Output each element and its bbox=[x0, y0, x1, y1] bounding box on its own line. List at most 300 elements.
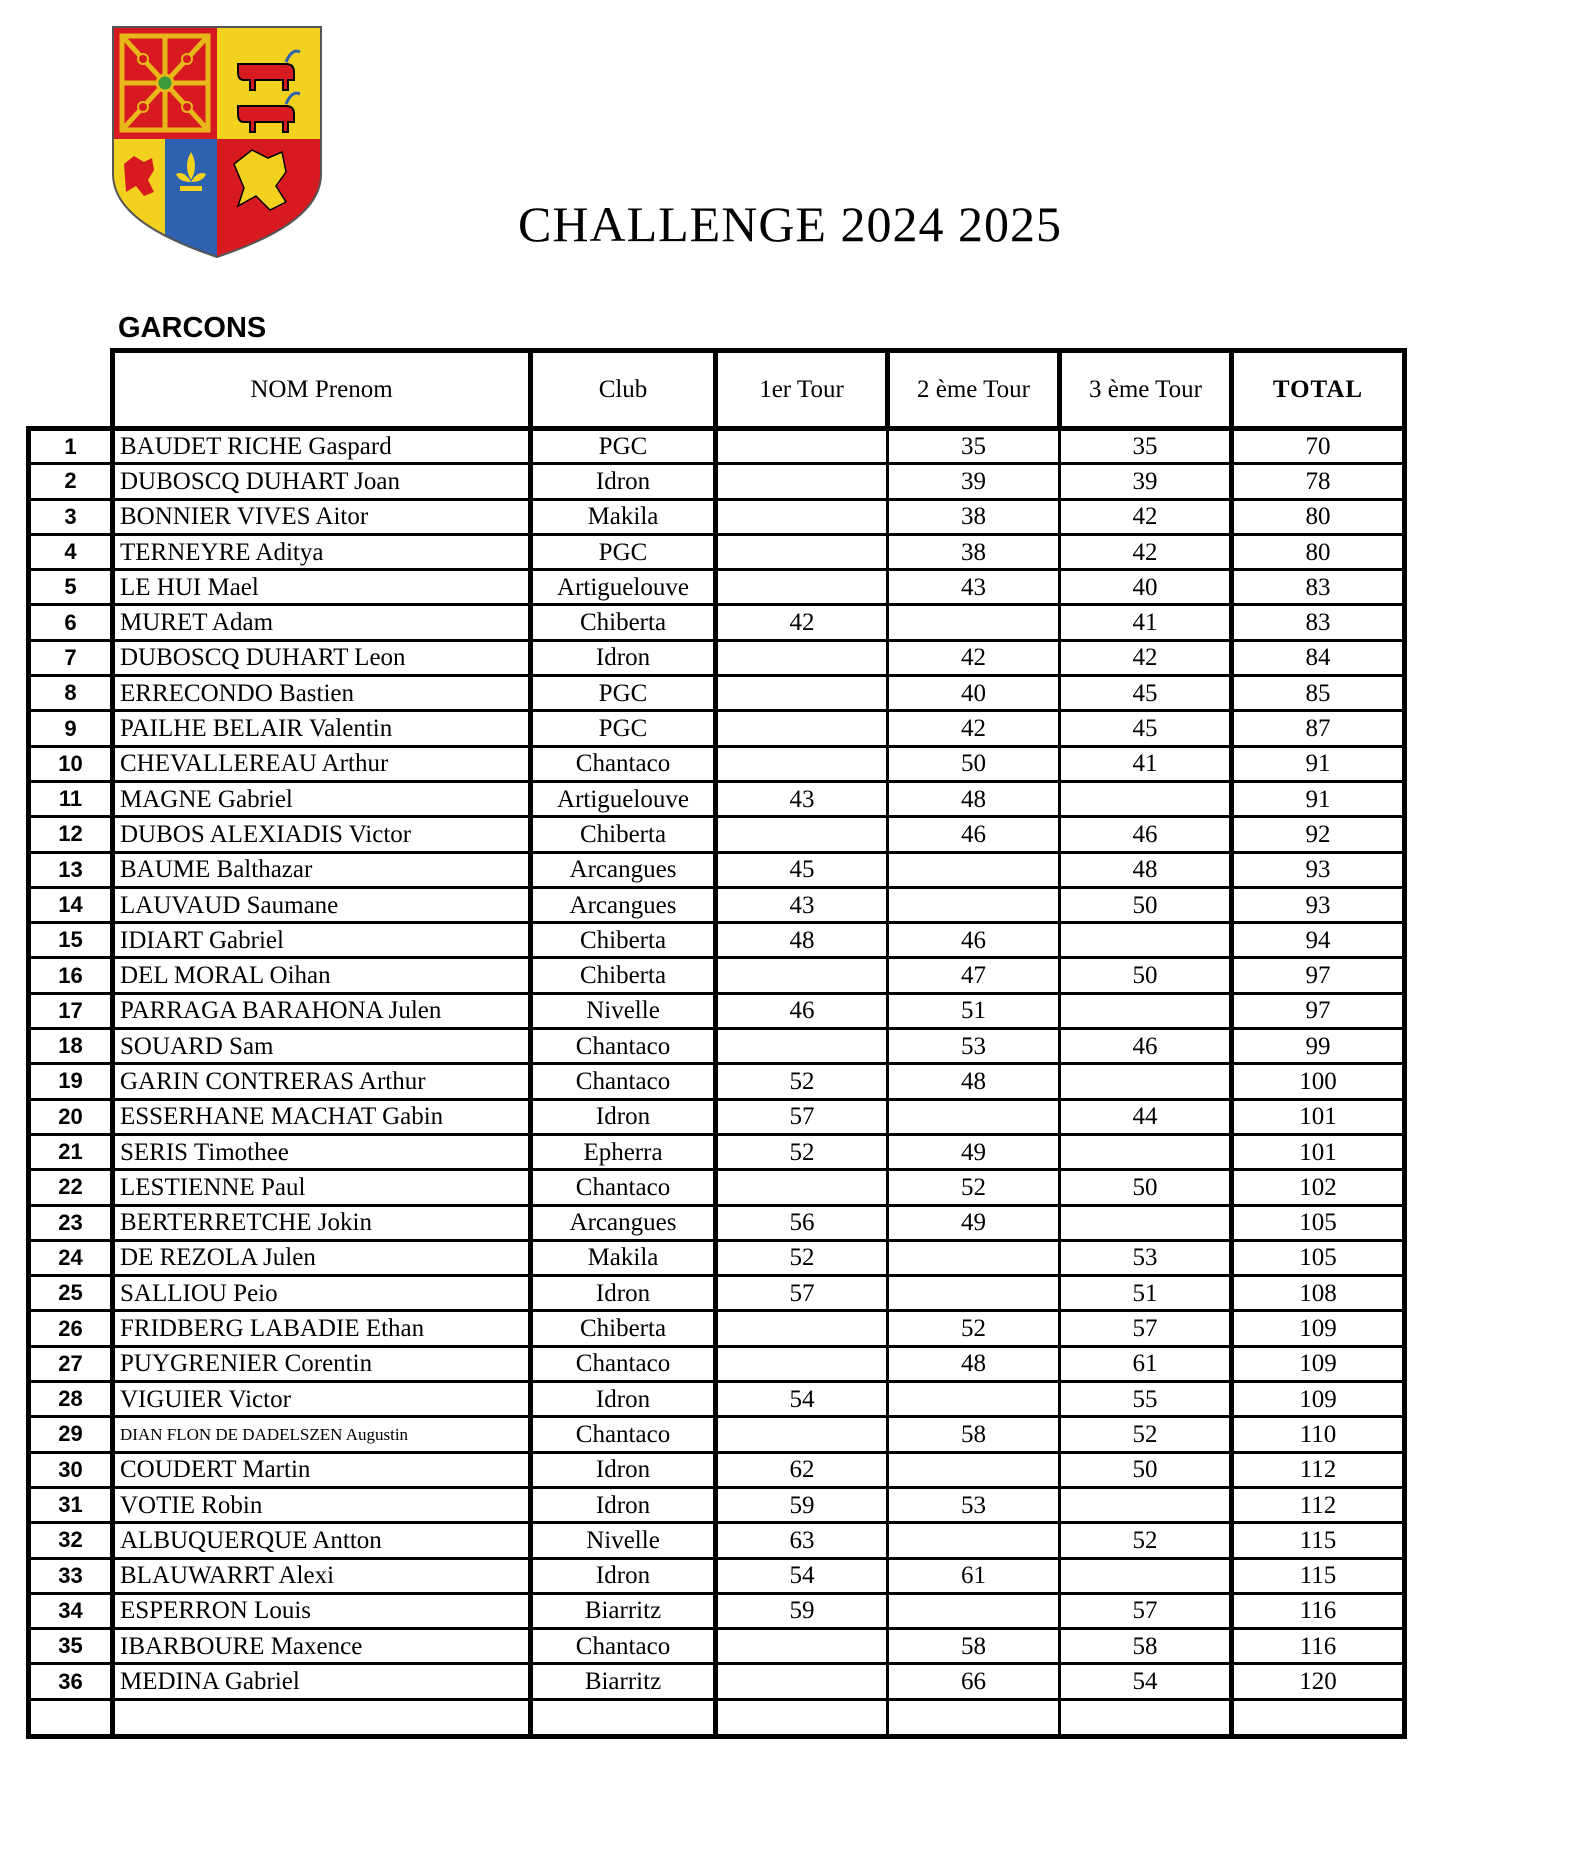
round-3-score: 57 bbox=[1060, 1593, 1232, 1628]
club-name: Nivelle bbox=[531, 993, 716, 1028]
round-1-score: 57 bbox=[716, 1099, 888, 1134]
round-2-score: 46 bbox=[888, 817, 1060, 852]
club-name: Idron bbox=[531, 1487, 716, 1522]
player-name: TERNEYRE Aditya bbox=[113, 534, 531, 569]
rank-cell: 11 bbox=[29, 781, 113, 816]
rank-cell: 31 bbox=[29, 1487, 113, 1522]
club-name: PGC bbox=[531, 711, 716, 746]
round-3-score: 40 bbox=[1060, 570, 1232, 605]
club-name: PGC bbox=[531, 429, 716, 464]
round-3-score: 42 bbox=[1060, 499, 1232, 534]
round-1-score: 57 bbox=[716, 1276, 888, 1311]
rank-cell: 21 bbox=[29, 1134, 113, 1169]
club-name: Nivelle bbox=[531, 1523, 716, 1558]
total-score: 84 bbox=[1232, 640, 1405, 675]
total-score: 105 bbox=[1232, 1205, 1405, 1240]
table-row bbox=[29, 711, 1405, 746]
round-1-score: 43 bbox=[716, 781, 888, 816]
rank-cell: 15 bbox=[29, 923, 113, 958]
rank-cell: 19 bbox=[29, 1064, 113, 1099]
club-name: Chiberta bbox=[531, 817, 716, 852]
player-name: ALBUQUERQUE Antton bbox=[113, 1523, 531, 1558]
rank-cell: 1 bbox=[29, 429, 113, 464]
total-score: 78 bbox=[1232, 464, 1405, 499]
rank-cell: 10 bbox=[29, 746, 113, 781]
total-score: 92 bbox=[1232, 817, 1405, 852]
club-name: Arcangues bbox=[531, 852, 716, 887]
round-3-score bbox=[1060, 993, 1232, 1028]
round-3-score bbox=[1060, 1064, 1232, 1099]
club-name: Idron bbox=[531, 1558, 716, 1593]
player-name: MAGNE Gabriel bbox=[113, 781, 531, 816]
total-score: 80 bbox=[1232, 534, 1405, 569]
page-title: CHALLENGE 2024 2025 bbox=[518, 196, 1062, 252]
club-name: Epherra bbox=[531, 1134, 716, 1169]
club-name: Makila bbox=[531, 499, 716, 534]
round-2-score: 48 bbox=[888, 1064, 1060, 1099]
round-2-score bbox=[888, 1523, 1060, 1558]
player-name: IBARBOURE Maxence bbox=[113, 1629, 531, 1664]
rank-cell: 5 bbox=[29, 570, 113, 605]
player-name: ESPERRON Louis bbox=[113, 1593, 531, 1628]
round-3-score: 50 bbox=[1060, 1452, 1232, 1487]
round-2-score: 42 bbox=[888, 711, 1060, 746]
round-2-score: 51 bbox=[888, 993, 1060, 1028]
results-table bbox=[26, 348, 1407, 1739]
rank-cell: 18 bbox=[29, 1029, 113, 1064]
round-1-score bbox=[716, 1664, 888, 1699]
table-row bbox=[29, 1382, 1405, 1417]
table-row bbox=[29, 1099, 1405, 1134]
total-score: 93 bbox=[1232, 887, 1405, 922]
player-name: LESTIENNE Paul bbox=[113, 1170, 531, 1205]
total-score: 93 bbox=[1232, 852, 1405, 887]
player-name: FRIDBERG LABADIE Ethan bbox=[113, 1311, 531, 1346]
player-name: DIAN FLON DE DADELSZEN Augustin bbox=[113, 1417, 531, 1452]
rank-cell: 16 bbox=[29, 958, 113, 993]
table-row bbox=[29, 1346, 1405, 1381]
round-3-score: 42 bbox=[1060, 640, 1232, 675]
player-name: DUBOSCQ DUHART Joan bbox=[113, 464, 531, 499]
club-name: Chantaco bbox=[531, 1029, 716, 1064]
rank-cell: 12 bbox=[29, 817, 113, 852]
round-1-score bbox=[716, 534, 888, 569]
round-1-score: 59 bbox=[716, 1487, 888, 1522]
player-name: SOUARD Sam bbox=[113, 1029, 531, 1064]
player-name: BONNIER VIVES Aitor bbox=[113, 499, 531, 534]
round-3-score bbox=[1060, 1205, 1232, 1240]
round-3-score: 50 bbox=[1060, 958, 1232, 993]
table-row bbox=[29, 1417, 1405, 1452]
round-1-score bbox=[716, 570, 888, 605]
player-name: MURET Adam bbox=[113, 605, 531, 640]
table-row bbox=[29, 1064, 1405, 1099]
club-name: Arcangues bbox=[531, 887, 716, 922]
round-1-score bbox=[716, 1029, 888, 1064]
player-name: VIGUIER Victor bbox=[113, 1382, 531, 1417]
empty-cell bbox=[531, 1699, 716, 1736]
header-rank bbox=[29, 351, 113, 429]
round-2-score: 35 bbox=[888, 429, 1060, 464]
rank-cell: 27 bbox=[29, 1346, 113, 1381]
total-score: 102 bbox=[1232, 1170, 1405, 1205]
round-1-score: 42 bbox=[716, 605, 888, 640]
table-row bbox=[29, 640, 1405, 675]
total-score: 120 bbox=[1232, 1664, 1405, 1699]
total-score: 87 bbox=[1232, 711, 1405, 746]
round-1-score: 62 bbox=[716, 1452, 888, 1487]
round-3-score: 57 bbox=[1060, 1311, 1232, 1346]
empty-cell bbox=[29, 1699, 113, 1736]
rank-cell: 32 bbox=[29, 1523, 113, 1558]
club-name: Chiberta bbox=[531, 923, 716, 958]
player-name: SERIS Timothee bbox=[113, 1134, 531, 1169]
club-name: Biarritz bbox=[531, 1593, 716, 1628]
round-2-score bbox=[888, 1382, 1060, 1417]
round-2-score bbox=[888, 1593, 1060, 1628]
empty-cell bbox=[1232, 1699, 1405, 1736]
table-row bbox=[29, 923, 1405, 958]
coat-of-arms-icon bbox=[110, 24, 324, 260]
round-1-score bbox=[716, 499, 888, 534]
player-name: LE HUI Mael bbox=[113, 570, 531, 605]
round-1-score: 56 bbox=[716, 1205, 888, 1240]
header-name: NOM Prenom bbox=[113, 351, 531, 429]
round-1-score: 46 bbox=[716, 993, 888, 1028]
total-score: 110 bbox=[1232, 1417, 1405, 1452]
club-name: Idron bbox=[531, 464, 716, 499]
round-1-score: 48 bbox=[716, 923, 888, 958]
round-3-score: 52 bbox=[1060, 1417, 1232, 1452]
total-score: 108 bbox=[1232, 1276, 1405, 1311]
player-name: MEDINA Gabriel bbox=[113, 1664, 531, 1699]
club-name: Makila bbox=[531, 1240, 716, 1275]
round-1-score: 52 bbox=[716, 1134, 888, 1169]
total-score: 70 bbox=[1232, 429, 1405, 464]
table-row bbox=[29, 1240, 1405, 1275]
round-2-score: 42 bbox=[888, 640, 1060, 675]
table-row bbox=[29, 605, 1405, 640]
round-2-score: 50 bbox=[888, 746, 1060, 781]
rank-cell: 20 bbox=[29, 1099, 113, 1134]
round-2-score: 48 bbox=[888, 781, 1060, 816]
round-3-score: 46 bbox=[1060, 1029, 1232, 1064]
table-row bbox=[29, 1134, 1405, 1169]
table-row bbox=[29, 1205, 1405, 1240]
rank-cell: 13 bbox=[29, 852, 113, 887]
round-3-score: 58 bbox=[1060, 1629, 1232, 1664]
round-1-score: 45 bbox=[716, 852, 888, 887]
empty-row bbox=[29, 1699, 1405, 1736]
table-row bbox=[29, 1664, 1405, 1699]
table-row bbox=[29, 817, 1405, 852]
round-1-score bbox=[716, 1170, 888, 1205]
rank-cell: 26 bbox=[29, 1311, 113, 1346]
total-score: 115 bbox=[1232, 1523, 1405, 1558]
rank-cell: 22 bbox=[29, 1170, 113, 1205]
header-club: Club bbox=[531, 351, 716, 429]
round-1-score bbox=[716, 1417, 888, 1452]
header-round-2: 2 ème Tour bbox=[888, 351, 1060, 429]
player-name: VOTIE Robin bbox=[113, 1487, 531, 1522]
round-3-score: 45 bbox=[1060, 676, 1232, 711]
round-3-score: 45 bbox=[1060, 711, 1232, 746]
table-row bbox=[29, 1558, 1405, 1593]
round-2-score: 52 bbox=[888, 1170, 1060, 1205]
round-3-score bbox=[1060, 1134, 1232, 1169]
section-heading: GARCONS bbox=[118, 312, 267, 344]
total-score: 97 bbox=[1232, 958, 1405, 993]
club-name: Chiberta bbox=[531, 958, 716, 993]
table-row bbox=[29, 1452, 1405, 1487]
table-row bbox=[29, 1629, 1405, 1664]
player-name: DUBOS ALEXIADIS Victor bbox=[113, 817, 531, 852]
rank-cell: 17 bbox=[29, 993, 113, 1028]
round-2-score: 46 bbox=[888, 923, 1060, 958]
round-2-score: 49 bbox=[888, 1134, 1060, 1169]
round-2-score: 43 bbox=[888, 570, 1060, 605]
rank-cell: 36 bbox=[29, 1664, 113, 1699]
player-name: DEL MORAL Oihan bbox=[113, 958, 531, 993]
total-score: 112 bbox=[1232, 1452, 1405, 1487]
table-row bbox=[29, 1487, 1405, 1522]
table-row bbox=[29, 1170, 1405, 1205]
round-1-score bbox=[716, 817, 888, 852]
table-row bbox=[29, 887, 1405, 922]
total-score: 109 bbox=[1232, 1311, 1405, 1346]
total-score: 91 bbox=[1232, 746, 1405, 781]
total-score: 94 bbox=[1232, 923, 1405, 958]
round-2-score: 53 bbox=[888, 1487, 1060, 1522]
table-row bbox=[29, 781, 1405, 816]
round-3-score: 46 bbox=[1060, 817, 1232, 852]
club-name: PGC bbox=[531, 534, 716, 569]
round-1-score: 52 bbox=[716, 1240, 888, 1275]
header-round-1: 1er Tour bbox=[716, 351, 888, 429]
club-name: Idron bbox=[531, 1452, 716, 1487]
table-row bbox=[29, 1029, 1405, 1064]
empty-cell bbox=[888, 1699, 1060, 1736]
club-name: Chantaco bbox=[531, 1170, 716, 1205]
club-name: Idron bbox=[531, 1276, 716, 1311]
round-1-score bbox=[716, 429, 888, 464]
round-2-score: 52 bbox=[888, 1311, 1060, 1346]
table-row bbox=[29, 1311, 1405, 1346]
round-3-score: 55 bbox=[1060, 1382, 1232, 1417]
table-row bbox=[29, 993, 1405, 1028]
rank-cell: 24 bbox=[29, 1240, 113, 1275]
round-3-score bbox=[1060, 781, 1232, 816]
total-score: 83 bbox=[1232, 570, 1405, 605]
round-3-score: 41 bbox=[1060, 605, 1232, 640]
round-1-score bbox=[716, 958, 888, 993]
rank-cell: 23 bbox=[29, 1205, 113, 1240]
player-name: BLAUWARRT Alexi bbox=[113, 1558, 531, 1593]
club-name: Biarritz bbox=[531, 1664, 716, 1699]
rank-cell: 8 bbox=[29, 676, 113, 711]
player-name: DE REZOLA Julen bbox=[113, 1240, 531, 1275]
club-name: Idron bbox=[531, 640, 716, 675]
player-name: CHEVALLEREAU Arthur bbox=[113, 746, 531, 781]
club-name: Idron bbox=[531, 1099, 716, 1134]
round-2-score bbox=[888, 605, 1060, 640]
empty-cell bbox=[113, 1699, 531, 1736]
round-3-score: 48 bbox=[1060, 852, 1232, 887]
club-name: Chiberta bbox=[531, 605, 716, 640]
rank-cell: 9 bbox=[29, 711, 113, 746]
round-2-score: 40 bbox=[888, 676, 1060, 711]
rank-cell: 25 bbox=[29, 1276, 113, 1311]
empty-cell bbox=[1060, 1699, 1232, 1736]
round-1-score: 54 bbox=[716, 1382, 888, 1417]
player-name: ESSERHANE MACHAT Gabin bbox=[113, 1099, 531, 1134]
rank-cell: 14 bbox=[29, 887, 113, 922]
club-name: Chantaco bbox=[531, 1417, 716, 1452]
round-2-score: 38 bbox=[888, 499, 1060, 534]
round-3-score bbox=[1060, 1558, 1232, 1593]
round-2-score: 47 bbox=[888, 958, 1060, 993]
total-score: 115 bbox=[1232, 1558, 1405, 1593]
table-row bbox=[29, 676, 1405, 711]
round-2-score: 39 bbox=[888, 464, 1060, 499]
round-1-score bbox=[716, 746, 888, 781]
round-3-score: 39 bbox=[1060, 464, 1232, 499]
round-1-score: 63 bbox=[716, 1523, 888, 1558]
round-3-score: 41 bbox=[1060, 746, 1232, 781]
table-row bbox=[29, 1276, 1405, 1311]
round-2-score: 58 bbox=[888, 1417, 1060, 1452]
table-header-row bbox=[29, 351, 1405, 429]
round-2-score: 38 bbox=[888, 534, 1060, 569]
total-score: 101 bbox=[1232, 1134, 1405, 1169]
total-score: 116 bbox=[1232, 1593, 1405, 1628]
table-row bbox=[29, 464, 1405, 499]
player-name: PAILHE BELAIR Valentin bbox=[113, 711, 531, 746]
rank-cell: 35 bbox=[29, 1629, 113, 1664]
rank-cell: 4 bbox=[29, 534, 113, 569]
player-name: COUDERT Martin bbox=[113, 1452, 531, 1487]
table-row bbox=[29, 746, 1405, 781]
club-name: Chantaco bbox=[531, 1346, 716, 1381]
round-1-score: 52 bbox=[716, 1064, 888, 1099]
round-2-score: 66 bbox=[888, 1664, 1060, 1699]
player-name: BAUDET RICHE Gaspard bbox=[113, 429, 531, 464]
total-score: 109 bbox=[1232, 1382, 1405, 1417]
round-1-score: 59 bbox=[716, 1593, 888, 1628]
round-3-score: 50 bbox=[1060, 1170, 1232, 1205]
round-2-score bbox=[888, 1452, 1060, 1487]
club-name: Chantaco bbox=[531, 1064, 716, 1099]
round-2-score bbox=[888, 1276, 1060, 1311]
total-score: 116 bbox=[1232, 1629, 1405, 1664]
rank-cell: 2 bbox=[29, 464, 113, 499]
rank-cell: 33 bbox=[29, 1558, 113, 1593]
rank-cell: 30 bbox=[29, 1452, 113, 1487]
round-1-score bbox=[716, 640, 888, 675]
round-3-score: 35 bbox=[1060, 429, 1232, 464]
club-name: Artiguelouve bbox=[531, 781, 716, 816]
player-name: ERRECONDO Bastien bbox=[113, 676, 531, 711]
club-name: Arcangues bbox=[531, 1205, 716, 1240]
round-1-score bbox=[716, 711, 888, 746]
table-row bbox=[29, 1593, 1405, 1628]
club-name: Chantaco bbox=[531, 1629, 716, 1664]
round-3-score: 50 bbox=[1060, 887, 1232, 922]
round-3-score bbox=[1060, 923, 1232, 958]
player-name: IDIART Gabriel bbox=[113, 923, 531, 958]
total-score: 100 bbox=[1232, 1064, 1405, 1099]
total-score: 91 bbox=[1232, 781, 1405, 816]
player-name: PARRAGA BARAHONA Julen bbox=[113, 993, 531, 1028]
round-2-score bbox=[888, 1240, 1060, 1275]
rank-cell: 3 bbox=[29, 499, 113, 534]
round-1-score: 54 bbox=[716, 1558, 888, 1593]
total-score: 80 bbox=[1232, 499, 1405, 534]
round-2-score: 53 bbox=[888, 1029, 1060, 1064]
total-score: 83 bbox=[1232, 605, 1405, 640]
rank-cell: 7 bbox=[29, 640, 113, 675]
round-2-score bbox=[888, 887, 1060, 922]
header-total: TOTAL bbox=[1232, 351, 1405, 429]
table-row bbox=[29, 499, 1405, 534]
round-3-score: 54 bbox=[1060, 1664, 1232, 1699]
round-2-score bbox=[888, 1099, 1060, 1134]
round-3-score: 52 bbox=[1060, 1523, 1232, 1558]
rank-cell: 34 bbox=[29, 1593, 113, 1628]
table-row bbox=[29, 852, 1405, 887]
round-2-score: 49 bbox=[888, 1205, 1060, 1240]
round-1-score bbox=[716, 464, 888, 499]
round-2-score: 48 bbox=[888, 1346, 1060, 1381]
round-3-score: 44 bbox=[1060, 1099, 1232, 1134]
player-name: SALLIOU Peio bbox=[113, 1276, 531, 1311]
round-3-score: 51 bbox=[1060, 1276, 1232, 1311]
total-score: 109 bbox=[1232, 1346, 1405, 1381]
player-name: GARIN CONTRERAS Arthur bbox=[113, 1064, 531, 1099]
round-1-score bbox=[716, 1311, 888, 1346]
player-name: BAUME Balthazar bbox=[113, 852, 531, 887]
round-3-score: 42 bbox=[1060, 534, 1232, 569]
round-3-score bbox=[1060, 1487, 1232, 1522]
player-name: LAUVAUD Saumane bbox=[113, 887, 531, 922]
club-name: Idron bbox=[531, 1382, 716, 1417]
total-score: 101 bbox=[1232, 1099, 1405, 1134]
rank-cell: 28 bbox=[29, 1382, 113, 1417]
table-row bbox=[29, 958, 1405, 993]
total-score: 85 bbox=[1232, 676, 1405, 711]
table-row bbox=[29, 534, 1405, 569]
round-3-score: 61 bbox=[1060, 1346, 1232, 1381]
round-1-score bbox=[716, 1629, 888, 1664]
round-1-score: 43 bbox=[716, 887, 888, 922]
player-name: BERTERRETCHE Jokin bbox=[113, 1205, 531, 1240]
round-2-score: 58 bbox=[888, 1629, 1060, 1664]
empty-cell bbox=[716, 1699, 888, 1736]
table-row bbox=[29, 570, 1405, 605]
rank-cell: 6 bbox=[29, 605, 113, 640]
total-score: 112 bbox=[1232, 1487, 1405, 1522]
club-name: Artiguelouve bbox=[531, 570, 716, 605]
total-score: 97 bbox=[1232, 993, 1405, 1028]
round-2-score: 61 bbox=[888, 1558, 1060, 1593]
total-score: 99 bbox=[1232, 1029, 1405, 1064]
club-name: Chantaco bbox=[531, 746, 716, 781]
club-name: PGC bbox=[531, 676, 716, 711]
round-1-score bbox=[716, 1346, 888, 1381]
player-name: PUYGRENIER Corentin bbox=[113, 1346, 531, 1381]
header-round-3: 3 ème Tour bbox=[1060, 351, 1232, 429]
total-score: 105 bbox=[1232, 1240, 1405, 1275]
